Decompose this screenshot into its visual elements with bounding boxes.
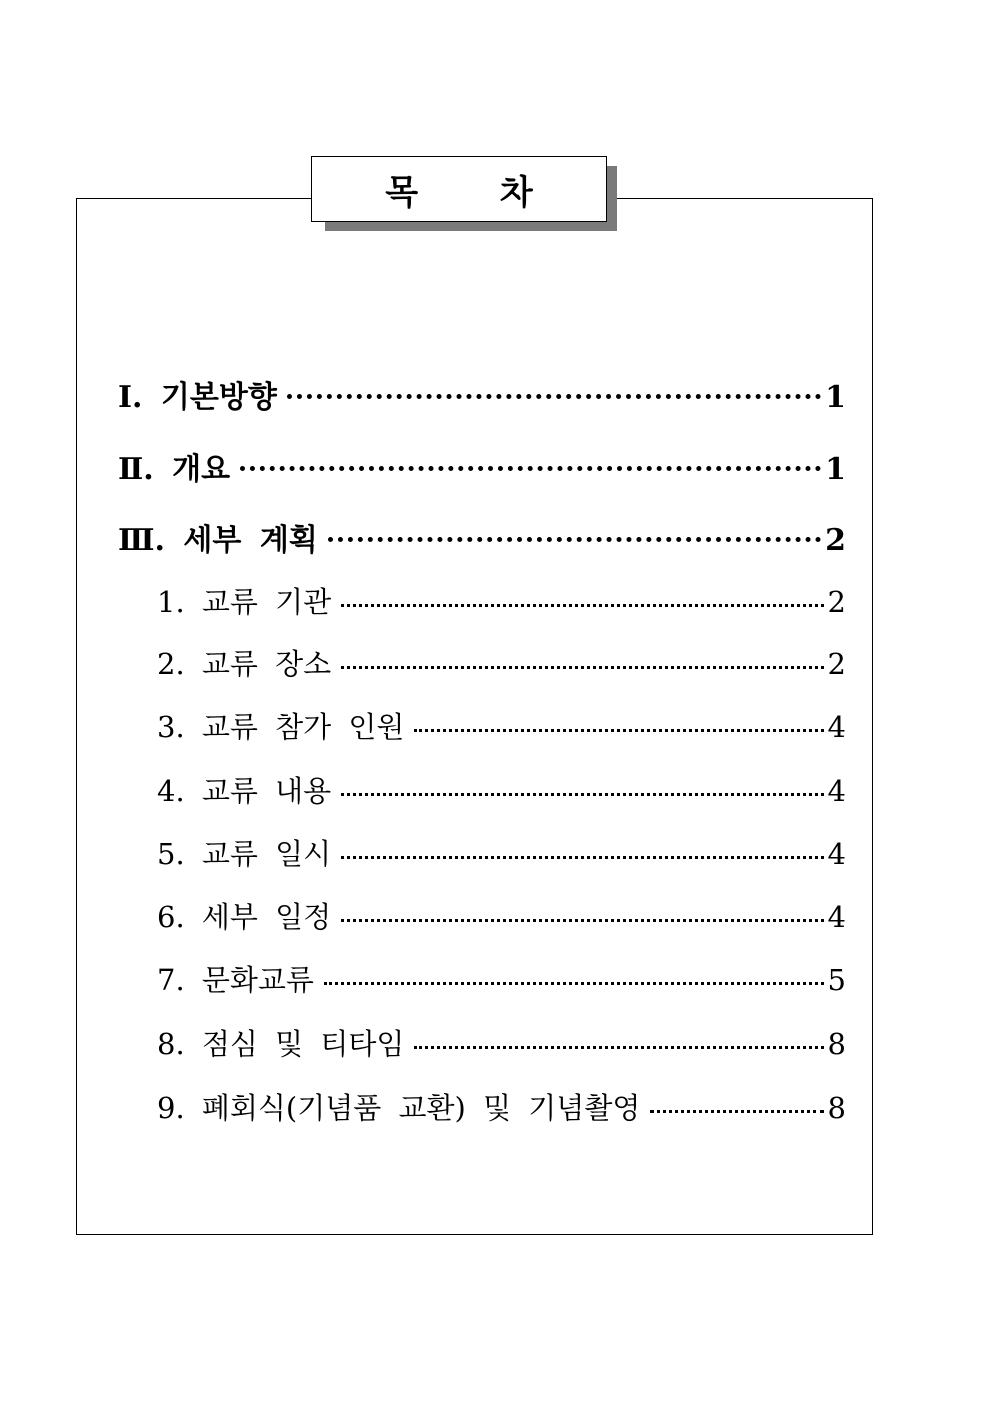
dot-leader: [287, 394, 821, 399]
dot-leader: [240, 466, 821, 471]
toc-item-label: 4. 교류 내용: [157, 774, 332, 808]
dot-leader: [341, 919, 823, 922]
toc-page-number: 4: [827, 774, 846, 808]
toc-item-label: 3. 교류 참가 인원: [157, 710, 405, 744]
toc-page-number: 8: [827, 1027, 846, 1061]
dot-leader: [341, 793, 823, 796]
dot-leader: [324, 982, 824, 985]
toc-page-number: 1: [825, 380, 846, 415]
dot-leader: [341, 604, 823, 607]
toc-item[interactable]: [157, 1022, 846, 1062]
toc-item-label: 1. 교류 기관: [157, 585, 332, 619]
toc-item-label: 2. 교류 장소: [157, 647, 332, 681]
toc-page-number: 8: [827, 1091, 846, 1125]
toc-section[interactable]: [118, 444, 846, 487]
dot-leader: [328, 537, 821, 542]
dot-leader: [414, 729, 823, 732]
toc-page-number: 4: [827, 900, 846, 934]
toc-page-number: 4: [827, 837, 846, 871]
toc-item-label: 6. 세부 일정: [157, 900, 332, 934]
dot-leader: [414, 1046, 823, 1049]
toc-page-number: 2: [827, 647, 846, 681]
toc-item[interactable]: [157, 580, 846, 620]
toc-section[interactable]: [118, 515, 846, 558]
toc-item[interactable]: [157, 832, 846, 872]
toc-page-number: 5: [827, 963, 846, 997]
toc-item-label: 8. 점심 및 티타임: [157, 1027, 405, 1061]
toc-item-label: 5. 교류 일시: [157, 837, 332, 871]
toc-page-number: 2: [827, 585, 846, 619]
toc-item-label: 9. 폐회식(기념품 교환) 및 기념촬영: [157, 1091, 641, 1125]
toc-item[interactable]: [157, 642, 846, 682]
toc-item[interactable]: [157, 769, 846, 809]
page-title: 목 차: [385, 172, 533, 213]
toc-section-label: Ⅰ. 기본방향: [118, 380, 277, 415]
dot-leader: [650, 1110, 823, 1113]
toc-item[interactable]: [157, 1086, 846, 1126]
toc-section[interactable]: [118, 372, 846, 415]
dot-leader: [341, 666, 823, 669]
toc-item[interactable]: [157, 705, 846, 745]
toc-section-label: Ⅱ. 개요: [118, 452, 231, 487]
toc-page-number: 1: [825, 452, 846, 487]
toc-item[interactable]: [157, 895, 846, 935]
title-box: [311, 156, 607, 222]
toc-page-number: 2: [825, 523, 846, 558]
toc-page-number: 4: [827, 710, 846, 744]
dot-leader: [341, 856, 823, 859]
toc-item-label: 7. 문화교류: [157, 963, 314, 997]
toc-item[interactable]: [157, 958, 846, 998]
toc-section-label: Ⅲ. 세부 계획: [118, 523, 318, 558]
